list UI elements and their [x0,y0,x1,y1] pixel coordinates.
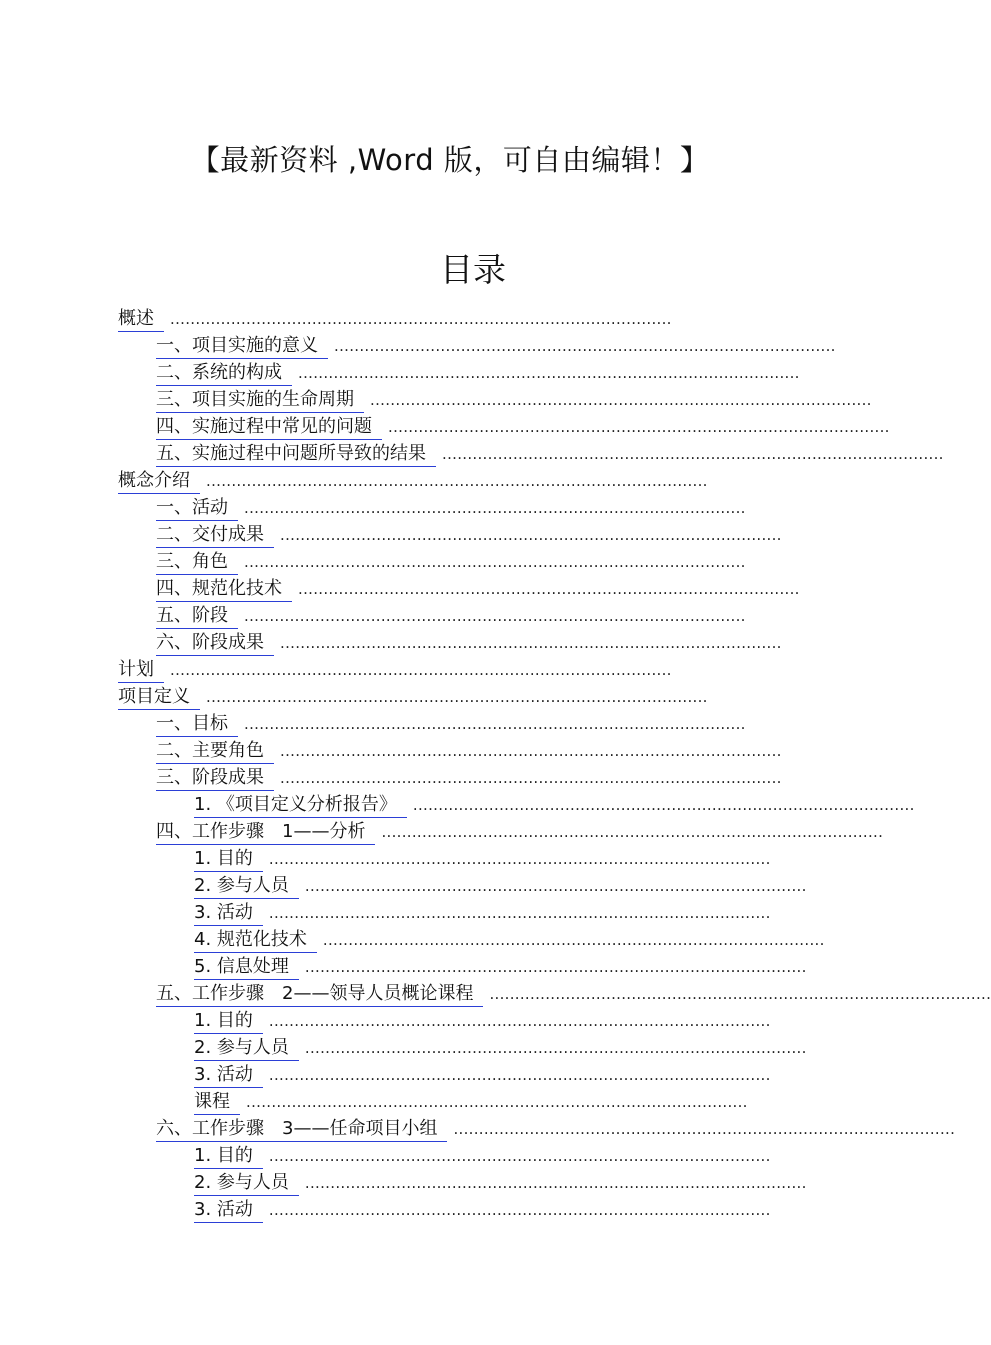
toc-leader-dots: ................................................................................................... [381,823,884,841]
toc-entry[interactable] [194,1091,748,1117]
toc-entry-link[interactable]: 二、系统的构成 [156,362,292,386]
toc-entry[interactable] [156,443,944,469]
toc-entry[interactable] [194,1064,771,1090]
toc-entry[interactable] [156,389,872,415]
toc-entry[interactable] [194,1145,771,1171]
toc-entry-link[interactable]: 一、活动 [156,497,238,521]
toc-entry[interactable] [156,416,890,442]
toc-leader-dots: ................................................................................................... [206,688,708,706]
toc-entry-link[interactable]: 3. 活动 [194,1199,263,1223]
toc-leader-dots: ................................................................................................... [268,850,771,868]
toc-entry[interactable] [118,659,672,685]
toc-entry-link[interactable]: 三、阶段成果 [156,767,274,791]
toc-entry-link[interactable]: 一、项目实施的意义 [156,335,328,359]
toc-entry[interactable] [194,902,771,928]
toc-entry-link[interactable]: 2. 参与人员 [194,1037,299,1061]
toc-leader-dots: ................................................................................................... [453,1120,956,1138]
toc-entry[interactable] [156,767,782,793]
toc-leader-dots: ................................................................................................... [388,418,890,436]
toc-leader-dots: ................................................................................................... [334,337,836,355]
toc-leader-dots: ................................................................................................... [268,1147,771,1165]
toc-entry-link[interactable]: 五、阶段 [156,605,238,629]
toc-entry[interactable] [194,848,771,874]
toc-leader-dots: ................................................................................................... [298,364,800,382]
toc-entry-link[interactable]: 六、工作步骤 3——任命项目小组 [156,1118,447,1142]
toc-leader-dots: ................................................................................................... [304,1039,807,1057]
toc-entry[interactable] [156,632,782,658]
toc-leader-dots: ................................................................................................... [280,742,782,760]
toc-entry[interactable] [118,308,672,334]
toc-entry[interactable] [156,605,746,631]
toc-leader-dots: ................................................................................................... [244,607,746,625]
toc-leader-dots: ................................................................................................... [370,391,872,409]
toc-entry[interactable] [156,362,800,388]
toc-entry[interactable] [156,740,782,766]
toc-leader-dots: ................................................................................................... [244,715,746,733]
toc-entry-link[interactable]: 一、目标 [156,713,238,737]
toc-entry[interactable] [118,686,708,712]
toc-leader-dots: ................................................................................................... [268,1201,771,1219]
toc-leader-dots: ................................................................................................... [268,1066,771,1084]
toc-entry[interactable] [194,1172,807,1198]
toc-entry-link[interactable]: 二、交付成果 [156,524,274,548]
toc-leader-dots: ................................................................................................... [489,985,991,1003]
toc-entry[interactable] [194,875,807,901]
toc-leader-dots: ................................................................................................... [268,1012,771,1030]
toc-entry-link[interactable]: 概念介绍 [118,470,200,494]
toc-entry-link[interactable]: 2. 参与人员 [194,875,299,899]
toc-entry-link[interactable]: 四、工作步骤 1——分析 [156,821,375,845]
toc-entry[interactable] [156,983,991,1009]
toc-leader-dots: ................................................................................................... [322,931,825,949]
document-banner: 【最新资料 ,Word 版，可自由编辑！】 [190,143,710,177]
toc-entry-link[interactable]: 五、工作步骤 2——领导人员概论课程 [156,983,483,1007]
toc-entry-link[interactable]: 1. 目的 [194,848,263,872]
toc-title: 目录 [440,250,506,289]
toc-entry[interactable] [156,821,884,847]
toc-entry-link[interactable]: 概述 [118,308,164,332]
toc-leader-dots: ................................................................................................... [268,904,771,922]
toc-entry[interactable] [156,713,746,739]
table-of-contents [0,308,991,1228]
toc-entry-link[interactable]: 2. 参与人员 [194,1172,299,1196]
toc-leader-dots: ................................................................................................... [170,310,672,328]
toc-entry-link[interactable]: 四、规范化技术 [156,578,292,602]
toc-leader-dots: ................................................................................................... [442,445,944,463]
toc-entry-link[interactable]: 三、角色 [156,551,238,575]
toc-entry[interactable] [156,497,746,523]
toc-entry-link[interactable]: 二、主要角色 [156,740,274,764]
toc-leader-dots: ................................................................................................... [298,580,800,598]
toc-entry[interactable] [118,470,708,496]
toc-leader-dots: ................................................................................................... [170,661,672,679]
toc-leader-dots: ................................................................................................... [244,499,746,517]
toc-leader-dots: ................................................................................................... [246,1093,748,1111]
toc-entry-link[interactable]: 三、项目实施的生命周期 [156,389,364,413]
toc-entry-link[interactable]: 六、阶段成果 [156,632,274,656]
toc-entry[interactable] [194,956,807,982]
toc-entry-link[interactable]: 四、实施过程中常见的问题 [156,416,382,440]
toc-leader-dots: ................................................................................................... [304,958,807,976]
toc-entry-link[interactable]: 4. 规范化技术 [194,929,317,953]
toc-leader-dots: ................................................................................................... [304,877,807,895]
toc-entry-link[interactable]: 1. 《项目定义分析报告》 [194,794,407,818]
toc-entry[interactable] [194,929,825,955]
toc-entry-link[interactable]: 项目定义 [118,686,200,710]
toc-leader-dots: ................................................................................................... [206,472,708,490]
toc-entry-link[interactable]: 1. 目的 [194,1145,263,1169]
toc-entry-link[interactable]: 五、实施过程中问题所导致的结果 [156,443,436,467]
toc-leader-dots: ................................................................................................... [304,1174,807,1192]
toc-entry-link[interactable]: 课程 [194,1091,240,1115]
toc-leader-dots: ................................................................................................... [244,553,746,571]
toc-leader-dots: ................................................................................................... [280,526,782,544]
toc-entry[interactable] [156,335,836,361]
toc-entry[interactable] [194,1010,771,1036]
toc-leader-dots: ................................................................................................... [280,769,782,787]
toc-entry-link[interactable]: 计划 [118,659,164,683]
toc-entry[interactable] [194,1199,771,1225]
toc-entry[interactable] [194,794,915,820]
toc-entry-link[interactable]: 3. 活动 [194,1064,263,1088]
toc-entry[interactable] [156,551,746,577]
toc-entry[interactable] [156,578,800,604]
toc-entry-link[interactable]: 1. 目的 [194,1010,263,1034]
toc-leader-dots: ................................................................................................... [280,634,782,652]
toc-entry[interactable] [194,1037,807,1063]
toc-leader-dots: ................................................................................................... [412,796,915,814]
toc-entry[interactable] [156,1118,956,1144]
toc-entry-link[interactable]: 5. 信息处理 [194,956,299,980]
toc-entry[interactable] [156,524,782,550]
toc-entry-link[interactable]: 3. 活动 [194,902,263,926]
